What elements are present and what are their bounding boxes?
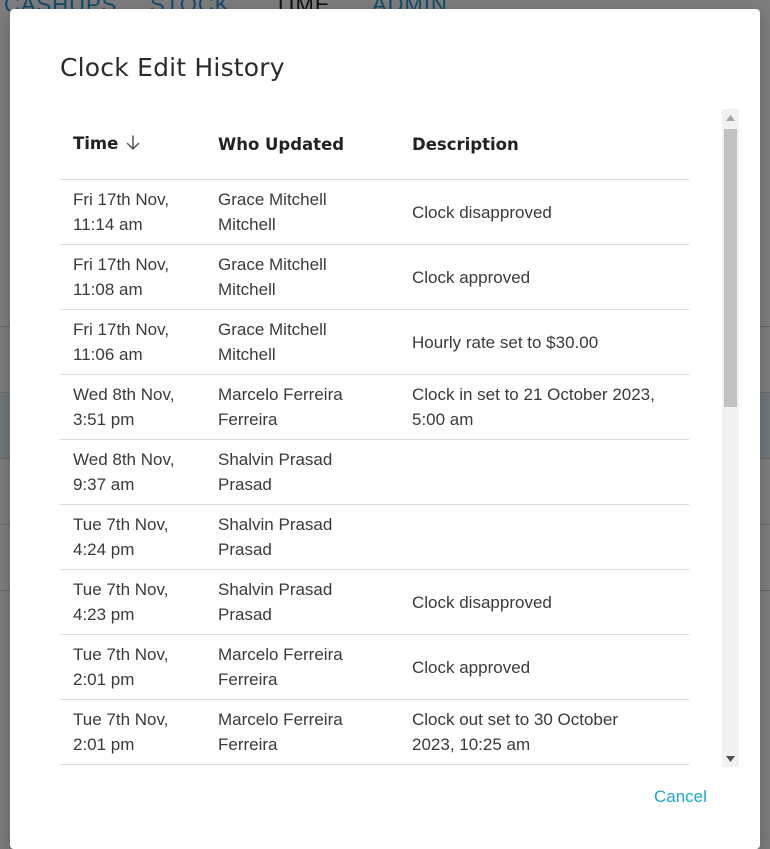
time-text: 11:14 am [73, 215, 143, 234]
cell-description: Clock disapproved [399, 570, 689, 635]
column-header-time-label: Time [73, 133, 119, 153]
time-text: 2:01 pm [73, 670, 135, 689]
who-updated-text: Grace Mitchell [218, 190, 327, 209]
who-updated-text: Grace Mitchell [218, 320, 327, 339]
who-updated-text: Shalvin Prasad [218, 580, 333, 599]
cell-time [60, 700, 205, 765]
cell-who-updated [205, 635, 399, 700]
cell-time [60, 505, 205, 570]
clock-edit-history-dialog [10, 9, 760, 849]
who-updated-text: Shalvin Prasad [218, 515, 333, 534]
who-updated-text: Shalvin Prasad [218, 450, 333, 469]
history-table-body [60, 180, 689, 765]
cell-description: Clock disapproved [399, 180, 689, 245]
time-text: 11:08 am [73, 280, 143, 299]
time-text: 3:51 pm [73, 410, 135, 429]
cell-who-updated [205, 440, 399, 505]
time-text: Tue 7th Nov, [73, 580, 169, 599]
scrollbar-thumb[interactable] [724, 129, 737, 407]
cell-description: Clock approved [399, 635, 689, 700]
history-table-container[interactable] [60, 109, 738, 765]
time-text: Fri 17th Nov, [73, 320, 170, 339]
time-text: 2:01 pm [73, 735, 135, 754]
who-updated-text: Grace Mitchell [218, 255, 327, 274]
column-header-time[interactable] [60, 109, 205, 180]
who-updated-text: Mitchell [218, 215, 276, 234]
column-header-description[interactable]: Description [399, 109, 689, 180]
time-text: 4:24 pm [73, 540, 135, 559]
who-updated-text: Mitchell [218, 280, 276, 299]
time-text: Tue 7th Nov, [73, 645, 169, 664]
who-updated-text: Ferreira [218, 410, 278, 429]
cell-time [60, 245, 205, 310]
cell-who-updated [205, 180, 399, 245]
cell-time [60, 440, 205, 505]
cell-who-updated [205, 570, 399, 635]
who-updated-text: Mitchell [218, 345, 276, 364]
time-text: Wed 8th Nov, [73, 385, 175, 404]
cell-time [60, 310, 205, 375]
table-row [60, 440, 689, 505]
time-text: 9:37 am [73, 475, 135, 494]
time-text: Tue 7th Nov, [73, 515, 169, 534]
who-updated-text: Prasad [218, 540, 272, 559]
table-row [60, 700, 689, 765]
column-header-who-updated[interactable]: Who Updated [205, 109, 399, 180]
cell-time [60, 570, 205, 635]
table-row [60, 570, 689, 635]
who-updated-text: Ferreira [218, 670, 278, 689]
cell-description: Clock out set to 30 October 2023, 10:25 am [399, 700, 689, 765]
cancel-button[interactable]: Cancel [654, 787, 707, 806]
who-updated-text: Prasad [218, 475, 272, 494]
cell-who-updated [205, 700, 399, 765]
scroll-up-arrow-icon[interactable] [722, 109, 739, 126]
table-row [60, 375, 689, 440]
cell-time [60, 375, 205, 440]
cell-description: Hourly rate set to $30.00 [399, 310, 689, 375]
arrow-down-icon[interactable] [126, 135, 140, 155]
table-header-row [60, 109, 689, 180]
dialog-title: Clock Edit History [60, 53, 285, 82]
time-text: Tue 7th Nov, [73, 710, 169, 729]
cell-description [399, 440, 689, 505]
table-scrollbar[interactable] [722, 109, 739, 767]
table-row [60, 505, 689, 570]
cell-description: Clock in set to 21 October 2023, 5:00 am [399, 375, 689, 440]
table-row [60, 180, 689, 245]
cell-description [399, 505, 689, 570]
cell-who-updated [205, 310, 399, 375]
time-text: Fri 17th Nov, [73, 190, 170, 209]
table-row [60, 310, 689, 375]
who-updated-text: Marcelo Ferreira [218, 710, 343, 729]
cell-time [60, 635, 205, 700]
time-text: Wed 8th Nov, [73, 450, 175, 469]
scroll-down-arrow-icon[interactable] [722, 750, 739, 767]
history-table [60, 109, 689, 765]
cell-who-updated [205, 375, 399, 440]
time-text: Fri 17th Nov, [73, 255, 170, 274]
who-updated-text: Ferreira [218, 735, 278, 754]
cell-description: Clock approved [399, 245, 689, 310]
time-text: 11:06 am [73, 345, 143, 364]
cell-who-updated [205, 245, 399, 310]
cell-time [60, 180, 205, 245]
cell-who-updated [205, 505, 399, 570]
who-updated-text: Prasad [218, 605, 272, 624]
table-row [60, 635, 689, 700]
who-updated-text: Marcelo Ferreira [218, 385, 343, 404]
time-text: 4:23 pm [73, 605, 135, 624]
table-row [60, 245, 689, 310]
who-updated-text: Marcelo Ferreira [218, 645, 343, 664]
